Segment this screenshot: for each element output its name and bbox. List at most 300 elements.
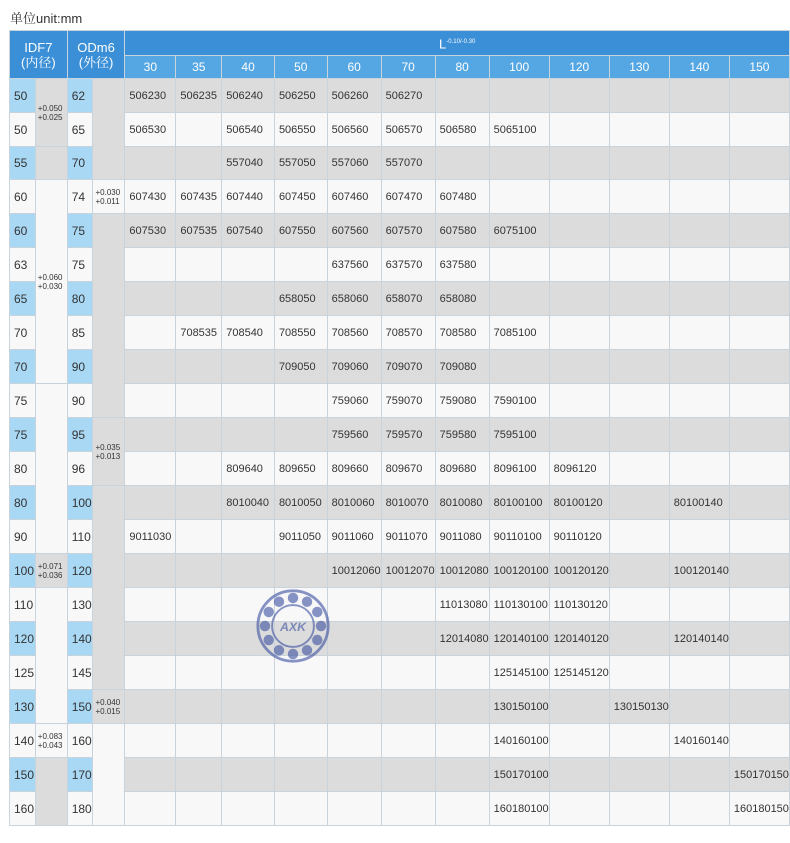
length-col-header: 40	[222, 56, 275, 79]
part-number-cell	[274, 619, 327, 656]
part-number-cell	[549, 180, 609, 214]
part-number-cell: 110130120	[549, 588, 609, 622]
od-tolerance-cell: +0.030 +0.011	[93, 180, 125, 214]
part-number-cell	[609, 147, 669, 180]
length-header-label: L	[439, 36, 447, 52]
part-number-cell: 130150130	[609, 690, 669, 724]
part-number-cell	[549, 79, 609, 113]
part-number-cell	[609, 486, 669, 520]
part-number-cell	[669, 316, 729, 350]
part-number-cell	[327, 792, 381, 826]
inner-diameter-cell: 50	[10, 79, 36, 113]
part-number-cell	[729, 520, 789, 554]
part-number-cell	[489, 350, 549, 384]
inner-diameter-cell: 55	[10, 147, 36, 180]
part-number-cell: 90110120	[549, 520, 609, 554]
part-number-cell	[176, 690, 222, 724]
length-col-header: 30	[125, 56, 176, 79]
part-number-cell	[125, 690, 176, 724]
part-number-cell	[435, 656, 489, 690]
part-number-cell: 557050	[274, 147, 327, 180]
part-number-cell: 658080	[435, 282, 489, 316]
part-number-cell: 506250	[274, 79, 327, 113]
table-row	[10, 147, 790, 180]
part-number-cell: 708570	[381, 316, 435, 350]
part-number-cell	[729, 316, 789, 350]
part-number-cell	[222, 622, 275, 656]
part-number-cell: 759080	[435, 384, 489, 418]
od-tolerance-cell	[93, 79, 125, 180]
part-number-cell	[176, 622, 222, 656]
od-tolerance-cell	[93, 214, 125, 418]
part-number-cell	[549, 248, 609, 282]
id-tolerance-cell: +0.071 +0.036	[35, 554, 67, 588]
od-tolerance-cell	[93, 486, 125, 690]
part-number-cell: 10012060	[327, 554, 381, 588]
part-number-cell: 7085100	[489, 316, 549, 350]
part-number-cell: 11013080	[435, 588, 489, 622]
part-number-cell	[729, 113, 789, 147]
part-number-cell: 759060	[327, 384, 381, 418]
part-number-cell	[729, 214, 789, 248]
part-number-cell	[381, 758, 435, 792]
part-number-cell: 506550	[274, 113, 327, 147]
part-number-cell	[609, 554, 669, 588]
part-number-cell	[729, 180, 789, 214]
part-number-cell	[381, 622, 435, 656]
id-tolerance-cell: +0.050 +0.025	[35, 79, 67, 147]
part-number-cell	[176, 792, 222, 826]
inner-diameter-cell: 50	[10, 113, 36, 147]
part-number-cell	[669, 792, 729, 826]
part-number-cell	[176, 486, 222, 520]
id-header	[10, 31, 68, 79]
outer-diameter-cell: 90	[67, 384, 93, 418]
length-col-header: 70	[381, 56, 435, 79]
part-number-cell	[125, 656, 176, 690]
id-tolerance-cell: +0.083 +0.043	[35, 724, 67, 758]
part-number-cell	[609, 520, 669, 554]
part-number-cell	[669, 350, 729, 384]
part-number-cell	[125, 622, 176, 656]
part-number-cell: 506540	[222, 113, 275, 147]
part-number-cell: 506530	[125, 113, 176, 147]
part-number-cell	[176, 384, 222, 418]
part-number-cell	[381, 588, 435, 622]
table-row	[10, 79, 790, 113]
part-number-cell	[549, 724, 609, 758]
part-number-cell	[729, 588, 789, 622]
part-number-cell	[327, 724, 381, 758]
part-number-cell: 709060	[327, 350, 381, 384]
part-number-cell	[609, 113, 669, 147]
part-number-cell: 8096120	[549, 452, 609, 486]
part-number-cell: 120140120	[549, 622, 609, 656]
id-tolerance-cell: +0.060 +0.030	[35, 180, 67, 384]
part-number-cell: 637570	[381, 248, 435, 282]
part-number-cell	[729, 690, 789, 724]
part-number-cell: 10012080	[435, 554, 489, 588]
part-number-cell	[609, 588, 669, 622]
part-number-cell	[609, 248, 669, 282]
part-number-cell	[222, 350, 275, 384]
part-number-cell	[125, 248, 176, 282]
part-number-cell: 9011030	[125, 520, 176, 554]
part-number-cell	[609, 79, 669, 113]
part-number-cell: 110130100	[489, 588, 549, 622]
part-number-cell: 809650	[274, 452, 327, 486]
part-number-cell: 8010040	[222, 486, 275, 520]
table-row	[10, 792, 790, 826]
part-number-cell	[609, 350, 669, 384]
inner-diameter-cell: 63	[10, 248, 36, 282]
part-number-cell	[274, 588, 327, 622]
part-number-cell	[176, 418, 222, 452]
inner-diameter-cell: 70	[10, 350, 36, 384]
part-number-cell: 809660	[327, 452, 381, 486]
table-row	[10, 418, 790, 452]
length-col-header: 150	[729, 56, 789, 79]
part-number-cell	[609, 724, 669, 758]
id-header-label: IDF7	[24, 39, 53, 55]
inner-diameter-cell: 75	[10, 418, 36, 452]
part-number-cell	[669, 758, 729, 792]
part-number-cell	[125, 792, 176, 826]
part-number-cell	[222, 282, 275, 316]
part-number-cell	[222, 248, 275, 282]
outer-diameter-cell: 80	[67, 282, 93, 316]
part-number-cell: 8010070	[381, 486, 435, 520]
part-number-cell	[274, 724, 327, 758]
length-col-header: 80	[435, 56, 489, 79]
part-number-cell	[609, 758, 669, 792]
part-number-cell: 709050	[274, 350, 327, 384]
outer-diameter-cell: 130	[67, 588, 93, 622]
part-number-cell: 709070	[381, 350, 435, 384]
part-number-cell: 637580	[435, 248, 489, 282]
outer-diameter-cell: 75	[67, 248, 93, 282]
od-header	[67, 31, 125, 79]
part-number-cell	[435, 724, 489, 758]
part-number-cell	[176, 724, 222, 758]
part-number-cell	[669, 452, 729, 486]
od-header-label: ODm6	[77, 39, 115, 55]
part-number-cell: 607550	[274, 214, 327, 248]
od-header-sub: (外径)	[78, 54, 114, 70]
inner-diameter-cell: 60	[10, 180, 36, 214]
part-number-cell	[274, 384, 327, 418]
part-number-cell	[125, 350, 176, 384]
part-number-cell: 8010080	[435, 486, 489, 520]
table-row	[10, 282, 790, 316]
part-number-cell: 607480	[435, 180, 489, 214]
outer-diameter-cell: 62	[67, 79, 93, 113]
length-col-header: 120	[549, 56, 609, 79]
part-number-cell: 607580	[435, 214, 489, 248]
outer-diameter-cell: 96	[67, 452, 93, 486]
part-number-cell: 160180100	[489, 792, 549, 826]
watermark-text: AXK	[279, 619, 307, 634]
part-number-cell	[549, 690, 609, 724]
part-number-cell	[669, 418, 729, 452]
part-number-cell: 150170100	[489, 758, 549, 792]
part-number-cell	[274, 248, 327, 282]
part-number-cell: 607530	[125, 214, 176, 248]
outer-diameter-cell: 75	[67, 214, 93, 248]
od-tolerance-cell	[93, 724, 125, 826]
part-number-cell	[549, 214, 609, 248]
part-number-cell: 100120120	[549, 554, 609, 588]
part-number-cell: 759070	[381, 384, 435, 418]
part-number-cell	[176, 147, 222, 180]
part-number-cell: 125145100	[489, 656, 549, 690]
table-row	[10, 724, 790, 758]
part-number-cell	[381, 656, 435, 690]
part-number-cell: 607560	[327, 214, 381, 248]
part-number-cell	[669, 180, 729, 214]
part-number-cell: 506270	[381, 79, 435, 113]
part-number-cell	[176, 113, 222, 147]
table-row	[10, 452, 790, 486]
part-number-cell: 708540	[222, 316, 275, 350]
part-number-cell: 607470	[381, 180, 435, 214]
part-number-cell	[327, 690, 381, 724]
od-tolerance-cell: +0.040 +0.015	[93, 690, 125, 724]
part-number-cell: 100120100	[489, 554, 549, 588]
part-number-cell: 809670	[381, 452, 435, 486]
part-number-cell	[669, 384, 729, 418]
length-col-header: 130	[609, 56, 669, 79]
part-number-cell: 6075100	[489, 214, 549, 248]
part-number-cell	[729, 350, 789, 384]
part-number-cell: 607435	[176, 180, 222, 214]
part-number-cell: 557070	[381, 147, 435, 180]
part-number-cell: 809640	[222, 452, 275, 486]
part-number-cell	[669, 147, 729, 180]
part-number-cell: 607540	[222, 214, 275, 248]
part-number-cell	[609, 180, 669, 214]
table-row	[10, 520, 790, 554]
part-number-cell	[729, 452, 789, 486]
part-number-cell: 759560	[327, 418, 381, 452]
part-number-cell: 506230	[125, 79, 176, 113]
part-number-cell	[222, 758, 275, 792]
part-number-cell	[176, 758, 222, 792]
length-col-header: 100	[489, 56, 549, 79]
outer-diameter-cell: 70	[67, 147, 93, 180]
outer-diameter-cell: 145	[67, 656, 93, 690]
part-number-cell: 607535	[176, 214, 222, 248]
part-number-cell	[549, 147, 609, 180]
id-header-sub: (内径)	[21, 54, 56, 70]
part-number-cell	[669, 656, 729, 690]
part-number-cell	[669, 248, 729, 282]
length-col-header: 35	[176, 56, 222, 79]
part-number-cell	[222, 656, 275, 690]
part-number-cell	[274, 792, 327, 826]
part-number-cell: 759570	[381, 418, 435, 452]
bearing-size-table	[9, 30, 790, 826]
inner-diameter-cell: 125	[10, 656, 36, 690]
part-number-cell	[435, 147, 489, 180]
part-number-cell: 140160100	[489, 724, 549, 758]
part-number-cell	[609, 792, 669, 826]
inner-diameter-cell: 160	[10, 792, 36, 826]
part-number-cell	[125, 758, 176, 792]
outer-diameter-cell: 140	[67, 622, 93, 656]
part-number-cell	[125, 588, 176, 622]
part-number-cell	[609, 384, 669, 418]
outer-diameter-cell: 65	[67, 113, 93, 147]
part-number-cell	[222, 554, 275, 588]
part-number-cell: 506235	[176, 79, 222, 113]
outer-diameter-cell: 170	[67, 758, 93, 792]
part-number-cell	[274, 656, 327, 690]
part-number-cell	[125, 554, 176, 588]
outer-diameter-cell: 180	[67, 792, 93, 826]
inner-diameter-cell: 65	[10, 282, 36, 316]
part-number-cell: 9011060	[327, 520, 381, 554]
length-col-header: 60	[327, 56, 381, 79]
outer-diameter-cell: 85	[67, 316, 93, 350]
part-number-cell: 658050	[274, 282, 327, 316]
part-number-cell: 8096100	[489, 452, 549, 486]
inner-diameter-cell: 80	[10, 452, 36, 486]
part-number-cell: 9011070	[381, 520, 435, 554]
part-number-cell	[549, 282, 609, 316]
part-number-cell: 506580	[435, 113, 489, 147]
inner-diameter-cell: 60	[10, 214, 36, 248]
part-number-cell	[669, 690, 729, 724]
part-number-cell: 506570	[381, 113, 435, 147]
length-col-header: 140	[669, 56, 729, 79]
part-number-cell	[609, 656, 669, 690]
part-number-cell	[125, 486, 176, 520]
inner-diameter-cell: 140	[10, 724, 36, 758]
part-number-cell: 140160140	[669, 724, 729, 758]
length-header	[125, 31, 790, 56]
table-row	[10, 690, 790, 724]
part-number-cell	[549, 384, 609, 418]
outer-diameter-cell: 90	[67, 350, 93, 384]
part-number-cell	[274, 418, 327, 452]
part-number-cell: 607450	[274, 180, 327, 214]
part-number-cell	[729, 147, 789, 180]
part-number-cell	[669, 214, 729, 248]
part-number-cell	[125, 452, 176, 486]
part-number-cell	[549, 113, 609, 147]
inner-diameter-cell: 150	[10, 758, 36, 792]
part-number-cell	[549, 350, 609, 384]
part-number-cell	[435, 79, 489, 113]
part-number-cell	[435, 758, 489, 792]
part-number-cell: 607440	[222, 180, 275, 214]
part-number-cell: 7595100	[489, 418, 549, 452]
part-number-cell: 80100100	[489, 486, 549, 520]
part-number-cell	[609, 622, 669, 656]
inner-diameter-cell: 110	[10, 588, 36, 622]
part-number-cell: 759580	[435, 418, 489, 452]
table-row	[10, 622, 790, 656]
part-number-cell: 506560	[327, 113, 381, 147]
part-number-cell	[176, 282, 222, 316]
outer-diameter-cell: 160	[67, 724, 93, 758]
table-row	[10, 758, 790, 792]
unit-label: 单位unit:mm	[10, 11, 83, 26]
table-row	[10, 180, 790, 214]
part-number-cell	[176, 350, 222, 384]
part-number-cell	[222, 724, 275, 758]
part-number-cell: 12014080	[435, 622, 489, 656]
part-number-cell	[125, 316, 176, 350]
part-number-cell: 557040	[222, 147, 275, 180]
part-number-cell: 809680	[435, 452, 489, 486]
part-number-cell	[274, 758, 327, 792]
part-number-cell	[729, 384, 789, 418]
part-number-cell: 9011080	[435, 520, 489, 554]
part-number-cell: 708560	[327, 316, 381, 350]
part-number-cell	[729, 554, 789, 588]
part-number-cell	[125, 147, 176, 180]
part-number-cell	[549, 792, 609, 826]
part-number-cell	[381, 792, 435, 826]
part-number-cell: 10012070	[381, 554, 435, 588]
part-number-cell	[729, 282, 789, 316]
part-number-cell	[549, 418, 609, 452]
part-number-cell	[729, 418, 789, 452]
inner-diameter-cell: 100	[10, 554, 36, 588]
outer-diameter-cell: 120	[67, 554, 93, 588]
part-number-cell	[222, 690, 275, 724]
part-number-cell	[669, 79, 729, 113]
table-row	[10, 316, 790, 350]
part-number-cell: 708535	[176, 316, 222, 350]
inner-diameter-cell: 90	[10, 520, 36, 554]
part-number-cell: 557060	[327, 147, 381, 180]
table-row	[10, 486, 790, 520]
table-row	[10, 214, 790, 248]
part-number-cell	[489, 248, 549, 282]
inner-diameter-cell: 80	[10, 486, 36, 520]
outer-diameter-cell: 150	[67, 690, 93, 724]
part-number-cell: 8010060	[327, 486, 381, 520]
part-number-cell	[125, 384, 176, 418]
part-number-cell: 709080	[435, 350, 489, 384]
part-number-cell: 607460	[327, 180, 381, 214]
part-number-cell	[609, 418, 669, 452]
part-number-cell	[669, 520, 729, 554]
part-number-cell	[176, 520, 222, 554]
part-number-cell	[729, 486, 789, 520]
part-number-cell: 130150100	[489, 690, 549, 724]
part-number-cell: 506240	[222, 79, 275, 113]
part-number-cell	[222, 418, 275, 452]
part-number-cell: 100120140	[669, 554, 729, 588]
part-number-cell: 160180150	[729, 792, 789, 826]
table-row	[10, 588, 790, 622]
part-number-cell	[176, 656, 222, 690]
table-row	[10, 384, 790, 418]
part-number-cell	[669, 588, 729, 622]
inner-diameter-cell: 120	[10, 622, 36, 656]
part-number-cell	[222, 520, 275, 554]
part-number-cell	[489, 147, 549, 180]
part-number-cell	[609, 214, 669, 248]
part-number-cell	[435, 690, 489, 724]
part-number-cell	[435, 792, 489, 826]
outer-diameter-cell: 74	[67, 180, 93, 214]
part-number-cell	[609, 452, 669, 486]
